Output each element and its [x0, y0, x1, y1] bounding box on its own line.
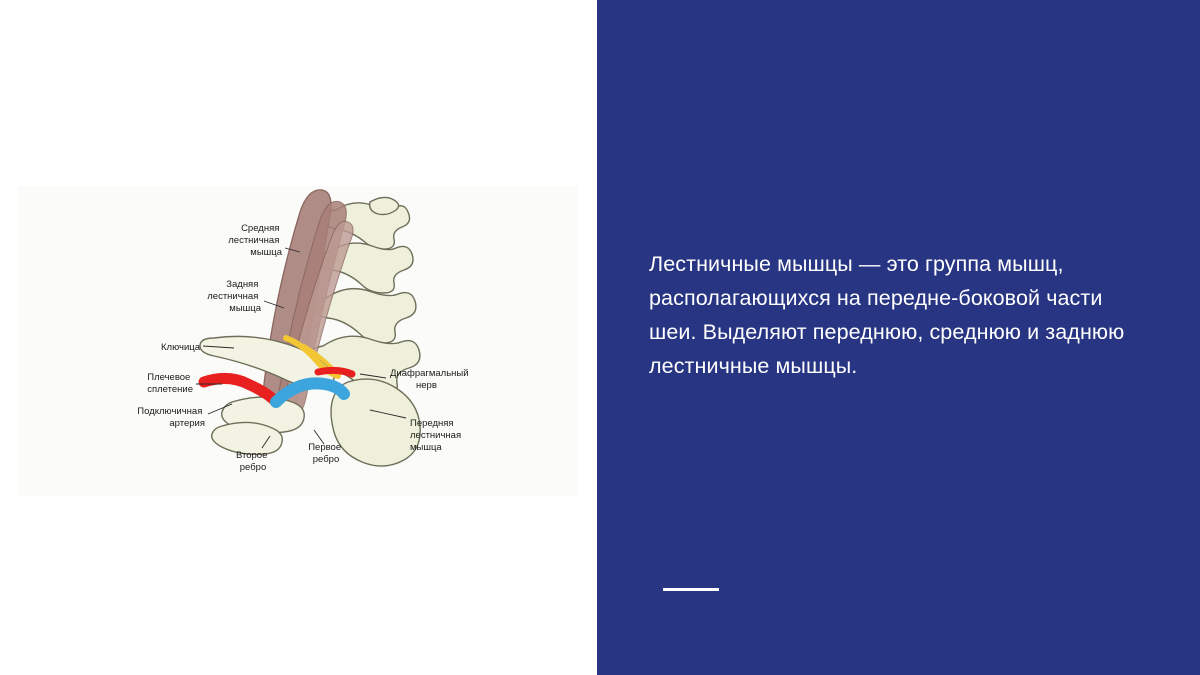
- label-anterior-scalene: Передняя лестничная мышца: [410, 418, 462, 453]
- panel-body-text: Лестничные мышцы — это группа мышц, располагающихся на передне-боковой части шеи. Выделяют переднюю, среднюю и заднюю лестничные мышцы.: [649, 252, 1125, 378]
- right-blue-panel: [597, 0, 1200, 675]
- label-second-rib: Второе ребро: [235, 450, 268, 473]
- label-clavicle: Ключица: [161, 342, 200, 353]
- anatomy-illustration: [18, 186, 578, 496]
- label-middle-scalene: Средняя лестничная мышца: [228, 223, 282, 258]
- label-brachial-plexus: Плечевое сплетение: [147, 372, 193, 395]
- vertebra-c3-process: [370, 197, 399, 214]
- label-first-rib: Первое ребро: [308, 442, 342, 465]
- label-posterior-scalene: Задняя лестничная мышца: [207, 279, 261, 314]
- artery-branch: [318, 370, 352, 374]
- accent-rule: [663, 588, 719, 591]
- label-subclavian-artery: Подключичная артерия: [137, 406, 205, 429]
- label-phrenic-nerve: Диафрагмальный нерв: [390, 368, 469, 391]
